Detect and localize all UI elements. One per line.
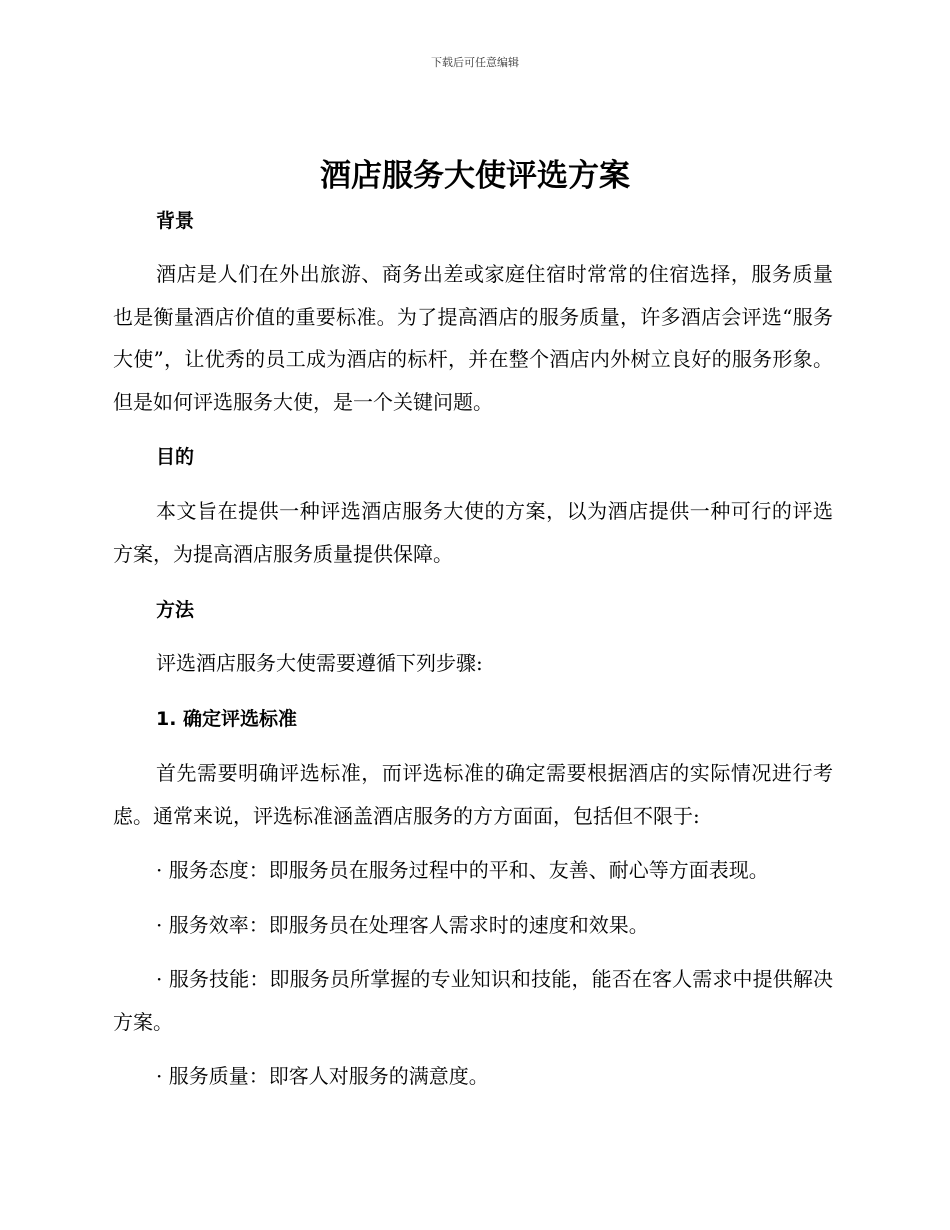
list-item: · 服务质量：即客人对服务的满意度。	[156, 1064, 489, 1088]
list-item: · 服务态度：即服务员在服务过程中的平和、友善、耐心等方面表现。	[156, 858, 769, 882]
paragraph-background: 酒店是人们在外出旅游、商务出差或家庭住宿时常常的住宿选择，服务质量也是衡量酒店价值的重要标准。为了提高酒店的服务质量，许多酒店会评选“服务大使”，让优秀的员工成为酒店的标杆，并在整个酒店内外树立良好的服务形象。但是如何评选服务大使，是一个关键问题。	[113, 262, 833, 414]
heading-step-1: 1. 确定评选标准	[156, 708, 298, 730]
paragraph-method-intro: 评选酒店服务大使需要遵循下列步骤:	[156, 651, 483, 675]
paragraph-step-1: 首先需要明确评选标准，而评选标准的确定需要根据酒店的实际情况进行考虑。通常来说，评选标准涵盖酒店服务的方方面面，包括但不限于:	[113, 761, 833, 828]
heading-background: 背景	[156, 210, 195, 232]
heading-method: 方法	[156, 599, 195, 621]
list-item: · 服务效率：即服务员在处理客人需求时的速度和效果。	[156, 913, 649, 937]
page-header: 下载后可任意编辑	[431, 56, 519, 69]
heading-purpose: 目的	[156, 446, 195, 468]
list-item: · 服务技能：即服务员所掌握的专业知识和技能，能否在客人需求中提供解决方案。	[113, 967, 833, 1034]
paragraph-purpose: 本文旨在提供一种评选酒店服务大使的方案，以为酒店提供一种可行的评选方案，为提高酒店服务质量提供保障。	[113, 499, 833, 566]
document-title: 酒店服务大使评选方案	[320, 158, 630, 194]
